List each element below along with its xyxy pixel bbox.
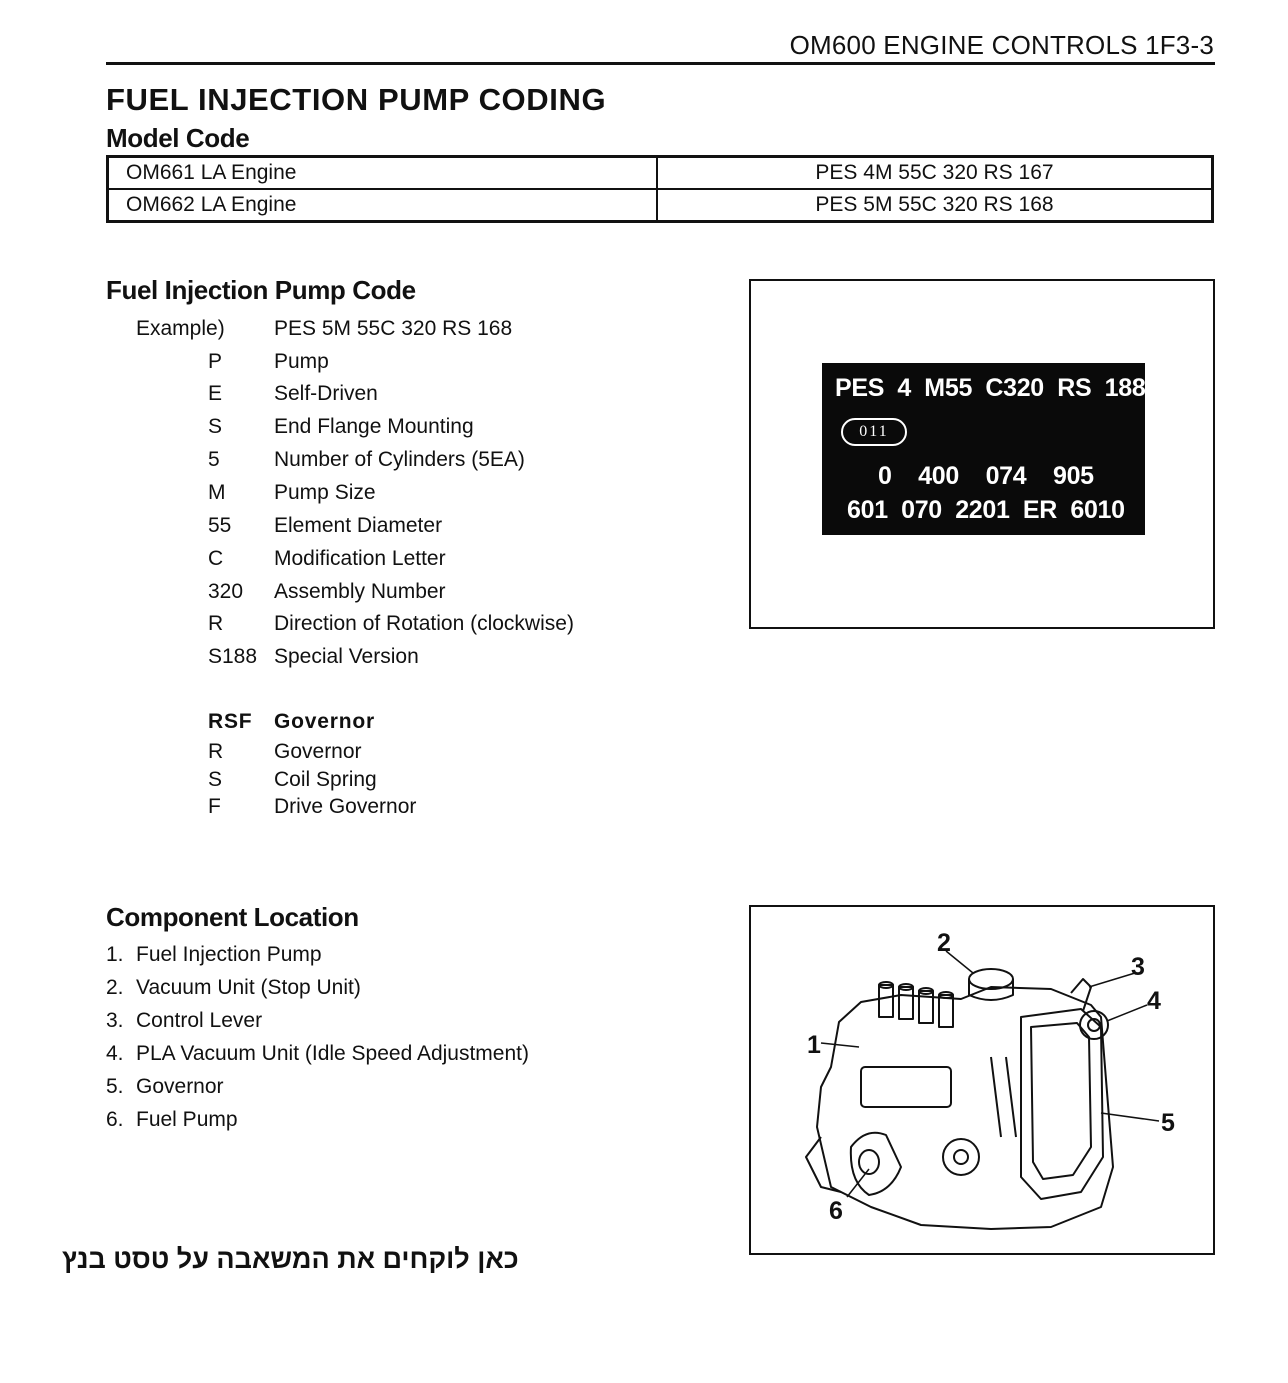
footer-note: כאן לוקחים את המשאבה על טסט בנץ	[62, 1244, 519, 1274]
governor-desc-heading: Governor	[274, 710, 375, 733]
callout-3: 3	[1131, 953, 1145, 981]
code-desc: End Flange Mounting	[274, 415, 474, 438]
code-key: R	[208, 612, 224, 635]
model-code-table	[106, 155, 1214, 223]
list-item-number: 5.	[106, 1075, 124, 1098]
fuel-injection-pump-drawing	[751, 907, 1213, 1253]
header-rule	[106, 62, 1215, 65]
example-label: Example)	[136, 317, 225, 340]
callout-5: 5	[1161, 1109, 1175, 1137]
list-item-number: 3.	[106, 1009, 124, 1032]
model-code-heading: Model Code	[106, 123, 250, 153]
code-key: E	[208, 382, 223, 405]
table-row	[108, 157, 1213, 190]
engine-cell: OM662 LA Engine	[108, 189, 658, 222]
code-key: 55	[208, 514, 232, 537]
list-item: Fuel Pump	[136, 1108, 238, 1131]
pump-diagram-frame	[749, 905, 1215, 1255]
code-key: S188	[208, 645, 258, 668]
plate-oval-badge: 011	[841, 418, 907, 446]
callout-2: 2	[937, 929, 951, 957]
table-row	[108, 189, 1213, 222]
running-header: OM600 ENGINE CONTROLS 1F3-3	[789, 30, 1214, 60]
list-item: Control Lever	[136, 1009, 263, 1032]
code-desc: Assembly Number	[274, 580, 446, 603]
list-item: PLA Vacuum Unit (Idle Speed Adjustment)	[136, 1042, 529, 1065]
code-desc: Special Version	[274, 645, 419, 668]
list-item-number: 2.	[106, 976, 124, 999]
engine-cell: OM661 LA Engine	[108, 157, 658, 190]
pump-code-cell: PES 4M 55C 320 RS 167	[657, 157, 1213, 190]
governor-key: R	[208, 740, 224, 763]
governor-key: S	[208, 768, 223, 791]
governor-desc: Coil Spring	[274, 768, 377, 791]
governor-key-heading: RSF	[208, 710, 253, 733]
list-item: Fuel Injection Pump	[136, 943, 322, 966]
callout-1: 1	[807, 1031, 821, 1059]
list-item-number: 1.	[106, 943, 124, 966]
list-item: Governor	[136, 1075, 224, 1098]
code-desc: Self-Driven	[274, 382, 378, 405]
governor-desc: Governor	[274, 740, 362, 763]
plate-line-4: 601 070 2201 ER 6010	[847, 496, 1125, 524]
callout-6: 6	[829, 1197, 843, 1225]
code-key: M	[208, 481, 226, 504]
list-item-number: 6.	[106, 1108, 124, 1131]
list-item: Vacuum Unit (Stop Unit)	[136, 976, 361, 999]
code-desc: Number of Cylinders (5EA)	[274, 448, 525, 471]
example-value: PES 5M 55C 320 RS 168	[274, 317, 513, 340]
code-desc: Direction of Rotation (clockwise)	[274, 612, 574, 635]
code-key: C	[208, 547, 224, 570]
code-key: 5	[208, 448, 220, 471]
code-desc: Element Diameter	[274, 514, 443, 537]
code-key: S	[208, 415, 223, 438]
code-desc: Pump Size	[274, 481, 376, 504]
code-key: P	[208, 350, 223, 373]
pump-code-heading: Fuel Injection Pump Code	[106, 275, 416, 305]
component-location-heading: Component Location	[106, 902, 359, 932]
code-desc: Modification Letter	[274, 547, 446, 570]
plate-line-3: 0 400 074 905	[878, 462, 1094, 490]
list-item-number: 4.	[106, 1042, 124, 1065]
code-desc: Pump	[274, 350, 329, 373]
page-title: FUEL INJECTION PUMP CODING	[106, 82, 607, 117]
pump-nameplate	[822, 363, 1145, 535]
plate-line-1: PES 4 M55 C320 RS 188	[835, 374, 1146, 402]
callout-4: 4	[1147, 987, 1161, 1015]
code-key: 320	[208, 580, 244, 603]
governor-desc: Drive Governor	[274, 795, 417, 818]
pump-code-cell: PES 5M 55C 320 RS 168	[657, 189, 1213, 222]
governor-key: F	[208, 795, 221, 818]
